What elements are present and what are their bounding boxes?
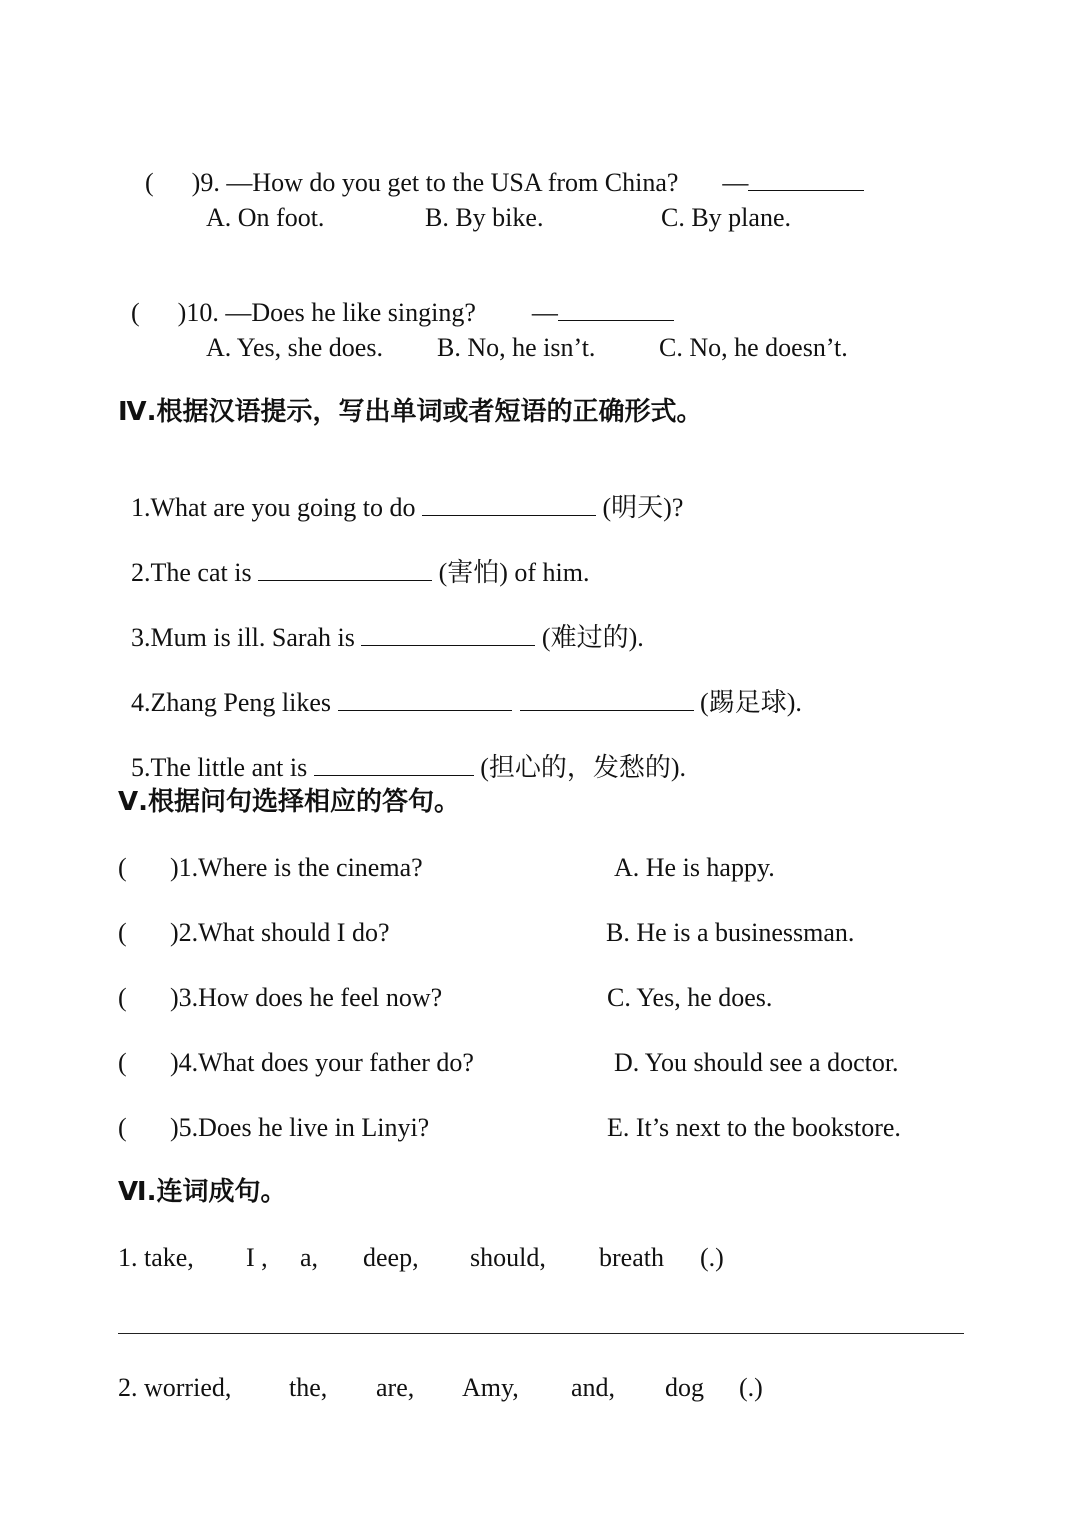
- word-token: deep,: [363, 1243, 419, 1272]
- answer-paren-open[interactable]: (: [118, 853, 127, 882]
- q10-option-b: B. No, he isn’t.: [437, 333, 596, 362]
- p5-question-3: [118, 983, 442, 1013]
- answer-blank[interactable]: [520, 688, 694, 711]
- answer-paren-open: (: [145, 168, 154, 197]
- word-token: 2. worried,: [118, 1373, 232, 1402]
- answer-dash: —: [531, 298, 558, 327]
- word-token: should,: [470, 1243, 546, 1272]
- p5-question-5-text: )5.Does he live in Linyi?: [170, 1113, 430, 1142]
- section-6-title: Ⅵ.连词成句。: [118, 1177, 287, 1207]
- word-token: 1. take,: [118, 1243, 194, 1272]
- p4-item-5-hint: (担心的，发愁的).: [473, 753, 687, 782]
- p5-answer-e: E. It’s next to the bookstore.: [607, 1113, 901, 1142]
- p4-item-4-hint: (踢足球).: [693, 688, 802, 717]
- answer-blank[interactable]: [748, 168, 864, 191]
- word-token: Amy,: [462, 1373, 519, 1402]
- p5-question-1-text: )1.Where is the cinema?: [170, 853, 423, 882]
- answer-paren-open[interactable]: (: [118, 1113, 127, 1142]
- word-token: a,: [300, 1243, 319, 1272]
- answer-blank[interactable]: [338, 688, 512, 711]
- p4-item-2: [118, 528, 590, 588]
- p4-item-2-hint: (害怕) of him.: [432, 558, 590, 587]
- question-10-stem: )10. —Does he like singing?: [177, 298, 476, 327]
- q9-option-b: B. By bike.: [425, 203, 544, 232]
- answer-blank[interactable]: [258, 558, 432, 581]
- p5-question-3-text: )3.How does he feel now?: [170, 983, 443, 1012]
- q9-option-c: C. By plane.: [661, 203, 791, 232]
- answer-blank[interactable]: [558, 298, 674, 321]
- word-token: (.): [739, 1373, 763, 1402]
- word-token: are,: [376, 1373, 415, 1402]
- word-token: and,: [571, 1373, 616, 1402]
- p5-question-4: [118, 1048, 474, 1078]
- q9-option-a: A. On foot.: [206, 203, 325, 232]
- p4-item-2-text: 2.The cat is: [131, 558, 259, 587]
- answer-blank[interactable]: [361, 623, 535, 646]
- p4-item-5: [118, 723, 686, 783]
- answer-paren-open[interactable]: (: [118, 918, 127, 947]
- answer-line[interactable]: [118, 1333, 964, 1334]
- p4-item-3-text: 3.Mum is ill. Sarah is: [131, 623, 362, 652]
- p5-answer-c: C. Yes, he does.: [607, 983, 773, 1012]
- word-token: (.): [700, 1243, 724, 1272]
- q10-option-c: C. No, he doesn’t.: [659, 333, 848, 362]
- word-token: dog: [665, 1373, 704, 1402]
- p5-question-5: [118, 1113, 429, 1143]
- p4-item-1: [118, 463, 683, 523]
- p5-answer-a: A. He is happy.: [614, 853, 775, 882]
- question-9-stem: )9. —How do you get to the USA from China?: [191, 168, 679, 197]
- p4-item-5-text: 5.The little ant is: [131, 753, 314, 782]
- answer-blank[interactable]: [314, 753, 474, 776]
- p4-item-3-hint: (难过的).: [535, 623, 644, 652]
- p5-question-2: [118, 918, 390, 948]
- question-10: [118, 268, 674, 328]
- word-token: I ,: [246, 1243, 268, 1272]
- answer-paren-open[interactable]: (: [118, 983, 127, 1012]
- p4-item-4: [118, 658, 802, 718]
- p5-question-4-text: )4.What does your father do?: [170, 1048, 474, 1077]
- answer-paren-open[interactable]: (: [118, 1048, 127, 1077]
- p4-item-4-text: 4.Zhang Peng likes: [131, 688, 338, 717]
- answer-dash: —: [722, 168, 749, 197]
- p5-answer-d: D. You should see a doctor.: [614, 1048, 899, 1077]
- p5-answer-b: B. He is a businessman.: [606, 918, 855, 947]
- word-token: breath: [599, 1243, 664, 1272]
- word-token: the,: [289, 1373, 328, 1402]
- section-5-title: Ⅴ.根据问句选择相应的答句。: [118, 787, 460, 817]
- p4-item-1-text: 1.What are you going to do: [131, 493, 422, 522]
- answer-paren-open: (: [131, 298, 140, 327]
- answer-blank[interactable]: [422, 493, 596, 516]
- question-9: [132, 138, 864, 198]
- p5-question-2-text: )2.What should I do?: [170, 918, 390, 947]
- section-4-title: Ⅳ.根据汉语提示，写出单词或者短语的正确形式。: [118, 397, 703, 427]
- p4-item-1-hint: (明天)?: [596, 493, 684, 522]
- p4-item-3: [118, 593, 644, 653]
- q10-option-a: A. Yes, she does.: [206, 333, 383, 362]
- p5-question-1: [118, 853, 423, 883]
